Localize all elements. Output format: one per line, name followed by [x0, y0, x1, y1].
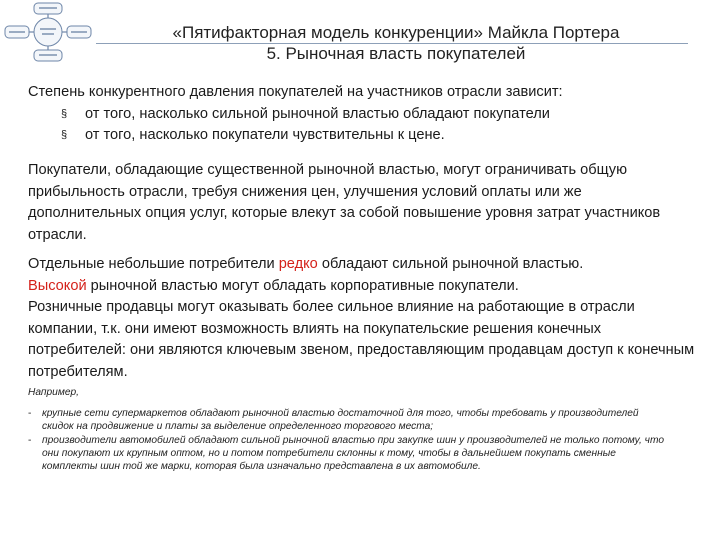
intro-bullet-list: [28, 104, 698, 147]
example-lead: Например,: [28, 387, 79, 398]
list-item: [28, 407, 668, 433]
five-forces-logo: [4, 2, 92, 62]
text-fragment: рыночной властью могут обладать корпоративные покупатели.: [86, 277, 519, 294]
text-fragment: Отдельные небольшие потребители: [28, 256, 279, 272]
bullet-marker: §: [61, 129, 68, 141]
list-item: [28, 434, 668, 474]
example-text: крупные сети супермаркетов обладают рыночной властью достаточной для того, чтобы требовать у производителей скидок на продвижение и платы за выделение определенного торгового места;: [42, 408, 639, 433]
intro-lead: Степень конкурентного давления покупателей на участников отрасли зависит:: [28, 84, 563, 100]
bullet-text: от того, насколько покупатели чувствительны к цене.: [85, 127, 445, 143]
list-item: [28, 104, 698, 126]
highlight-high: Высокой: [28, 277, 87, 294]
title-line-2: 5. Рыночная власть покупателей: [266, 44, 526, 63]
buyer-power-paragraph: Покупатели, обладающие существенной рыночной властью, могут ограничивать общую прибыльность отрасли, требуя снижения цен, улучшения условий оплаты или же дополнительных опция услуг, которые влекут за собой повышение уровня затрат участников отрасли.: [28, 162, 661, 243]
corporate-buyers-line: [28, 276, 698, 298]
example-text: производители автомобилей обладают сильной рыночной властью при закупке шин у производителей не только потому, что они покупают их крупным оптом, но и потом потребители склонны к тому, чтобы в дальнейшем покупать сменные комплекты шин той же марки, которая была изначально представлена в их автомобиле.: [42, 434, 664, 473]
highlight-rarely: редко: [278, 256, 318, 272]
intro-section: [28, 82, 698, 147]
title-divider: [96, 43, 688, 44]
text-fragment: обладают сильной рыночной властью.: [317, 256, 584, 272]
small-consumers-line: [28, 254, 698, 276]
buyer-types-paragraph: [28, 254, 698, 383]
example-note: [28, 386, 668, 473]
retailers-text: Розничные продавцы могут оказывать более сильное влияние на работающие в отрасли компании, т.к. они имеют возможность влиять на покупательские решения конечных потребителей: они являются ключевым звеном, предоставляющим продавцам доступ к конечным потребителям.: [28, 299, 695, 380]
list-item: [28, 125, 698, 147]
title-line-1: «Пятифакторная модель конкуренции» Майкла Портера: [172, 23, 620, 42]
bullet-marker: §: [61, 107, 68, 120]
dash-marker: -: [28, 408, 32, 420]
dash-marker: -: [28, 434, 32, 446]
bullet-text: от того, насколько сильной рыночной властью обладают покупатели: [85, 105, 550, 122]
